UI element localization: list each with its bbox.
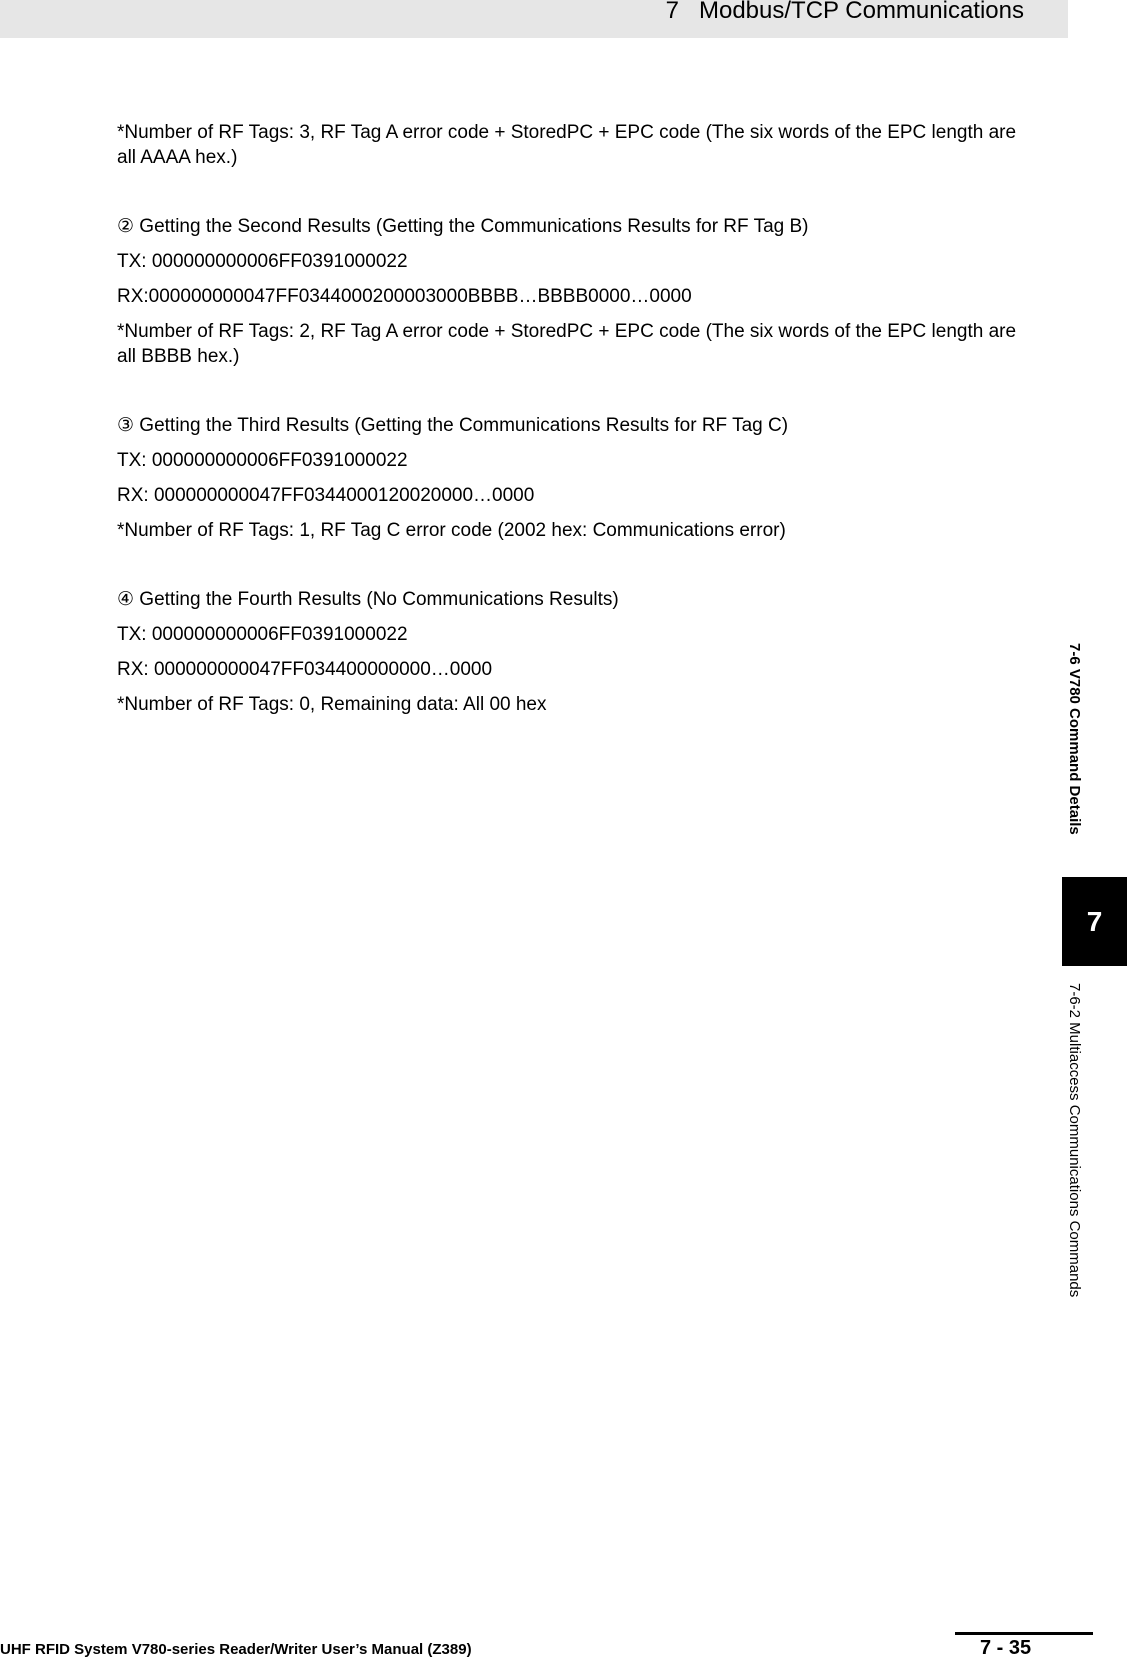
section-heading: ③ Getting the Third Results (Getting the Communications Results for RF Tag C) xyxy=(117,415,789,436)
tx-line: TX: 000000000006FF0391000022 xyxy=(117,450,408,471)
rx-line: RX:000000000047FF0344000200003000BBBB…BBBB0000…0000 xyxy=(117,286,692,307)
section-note: *Number of RF Tags: 2, RF Tag A error code + StoredPC + EPC code (The six words of the EPC length are all BBBB hex.) xyxy=(117,321,1017,367)
tx-line: TX: 000000000006FF0391000022 xyxy=(117,624,408,645)
rx-line: RX: 000000000047FF0344000120020000…0000 xyxy=(117,485,535,506)
intro-note: *Number of RF Tags: 3, RF Tag A error code + StoredPC + EPC code (The six words of the EPC length are all AAAA hex.) xyxy=(117,122,1017,168)
chapter-tab xyxy=(1062,877,1127,966)
header-bar xyxy=(0,0,1068,38)
section-heading: ④ Getting the Fourth Results (No Communications Results) xyxy=(117,589,619,610)
section-note: *Number of RF Tags: 1, RF Tag C error code (2002 hex: Communications error) xyxy=(117,520,786,541)
chapter-number: 7 xyxy=(1086,905,1103,937)
chapter-header-title: 7 Modbus/TCP Communications xyxy=(665,0,1024,24)
page-number: 7 - 35 xyxy=(980,1637,1032,1659)
tx-line: TX: 000000000006FF0391000022 xyxy=(117,251,408,272)
rx-line: RX: 000000000047FF034400000000…0000 xyxy=(117,659,493,680)
section-heading: ② Getting the Second Results (Getting the Communications Results for RF Tag B) xyxy=(117,216,809,237)
manual-title: UHF RFID System V780-series Reader/Writer User’s Manual (Z389) xyxy=(0,1641,472,1658)
section-note: *Number of RF Tags: 0, Remaining data: All 00 hex xyxy=(117,694,547,715)
footer-rule xyxy=(955,1632,1093,1635)
page-content xyxy=(117,120,1017,717)
